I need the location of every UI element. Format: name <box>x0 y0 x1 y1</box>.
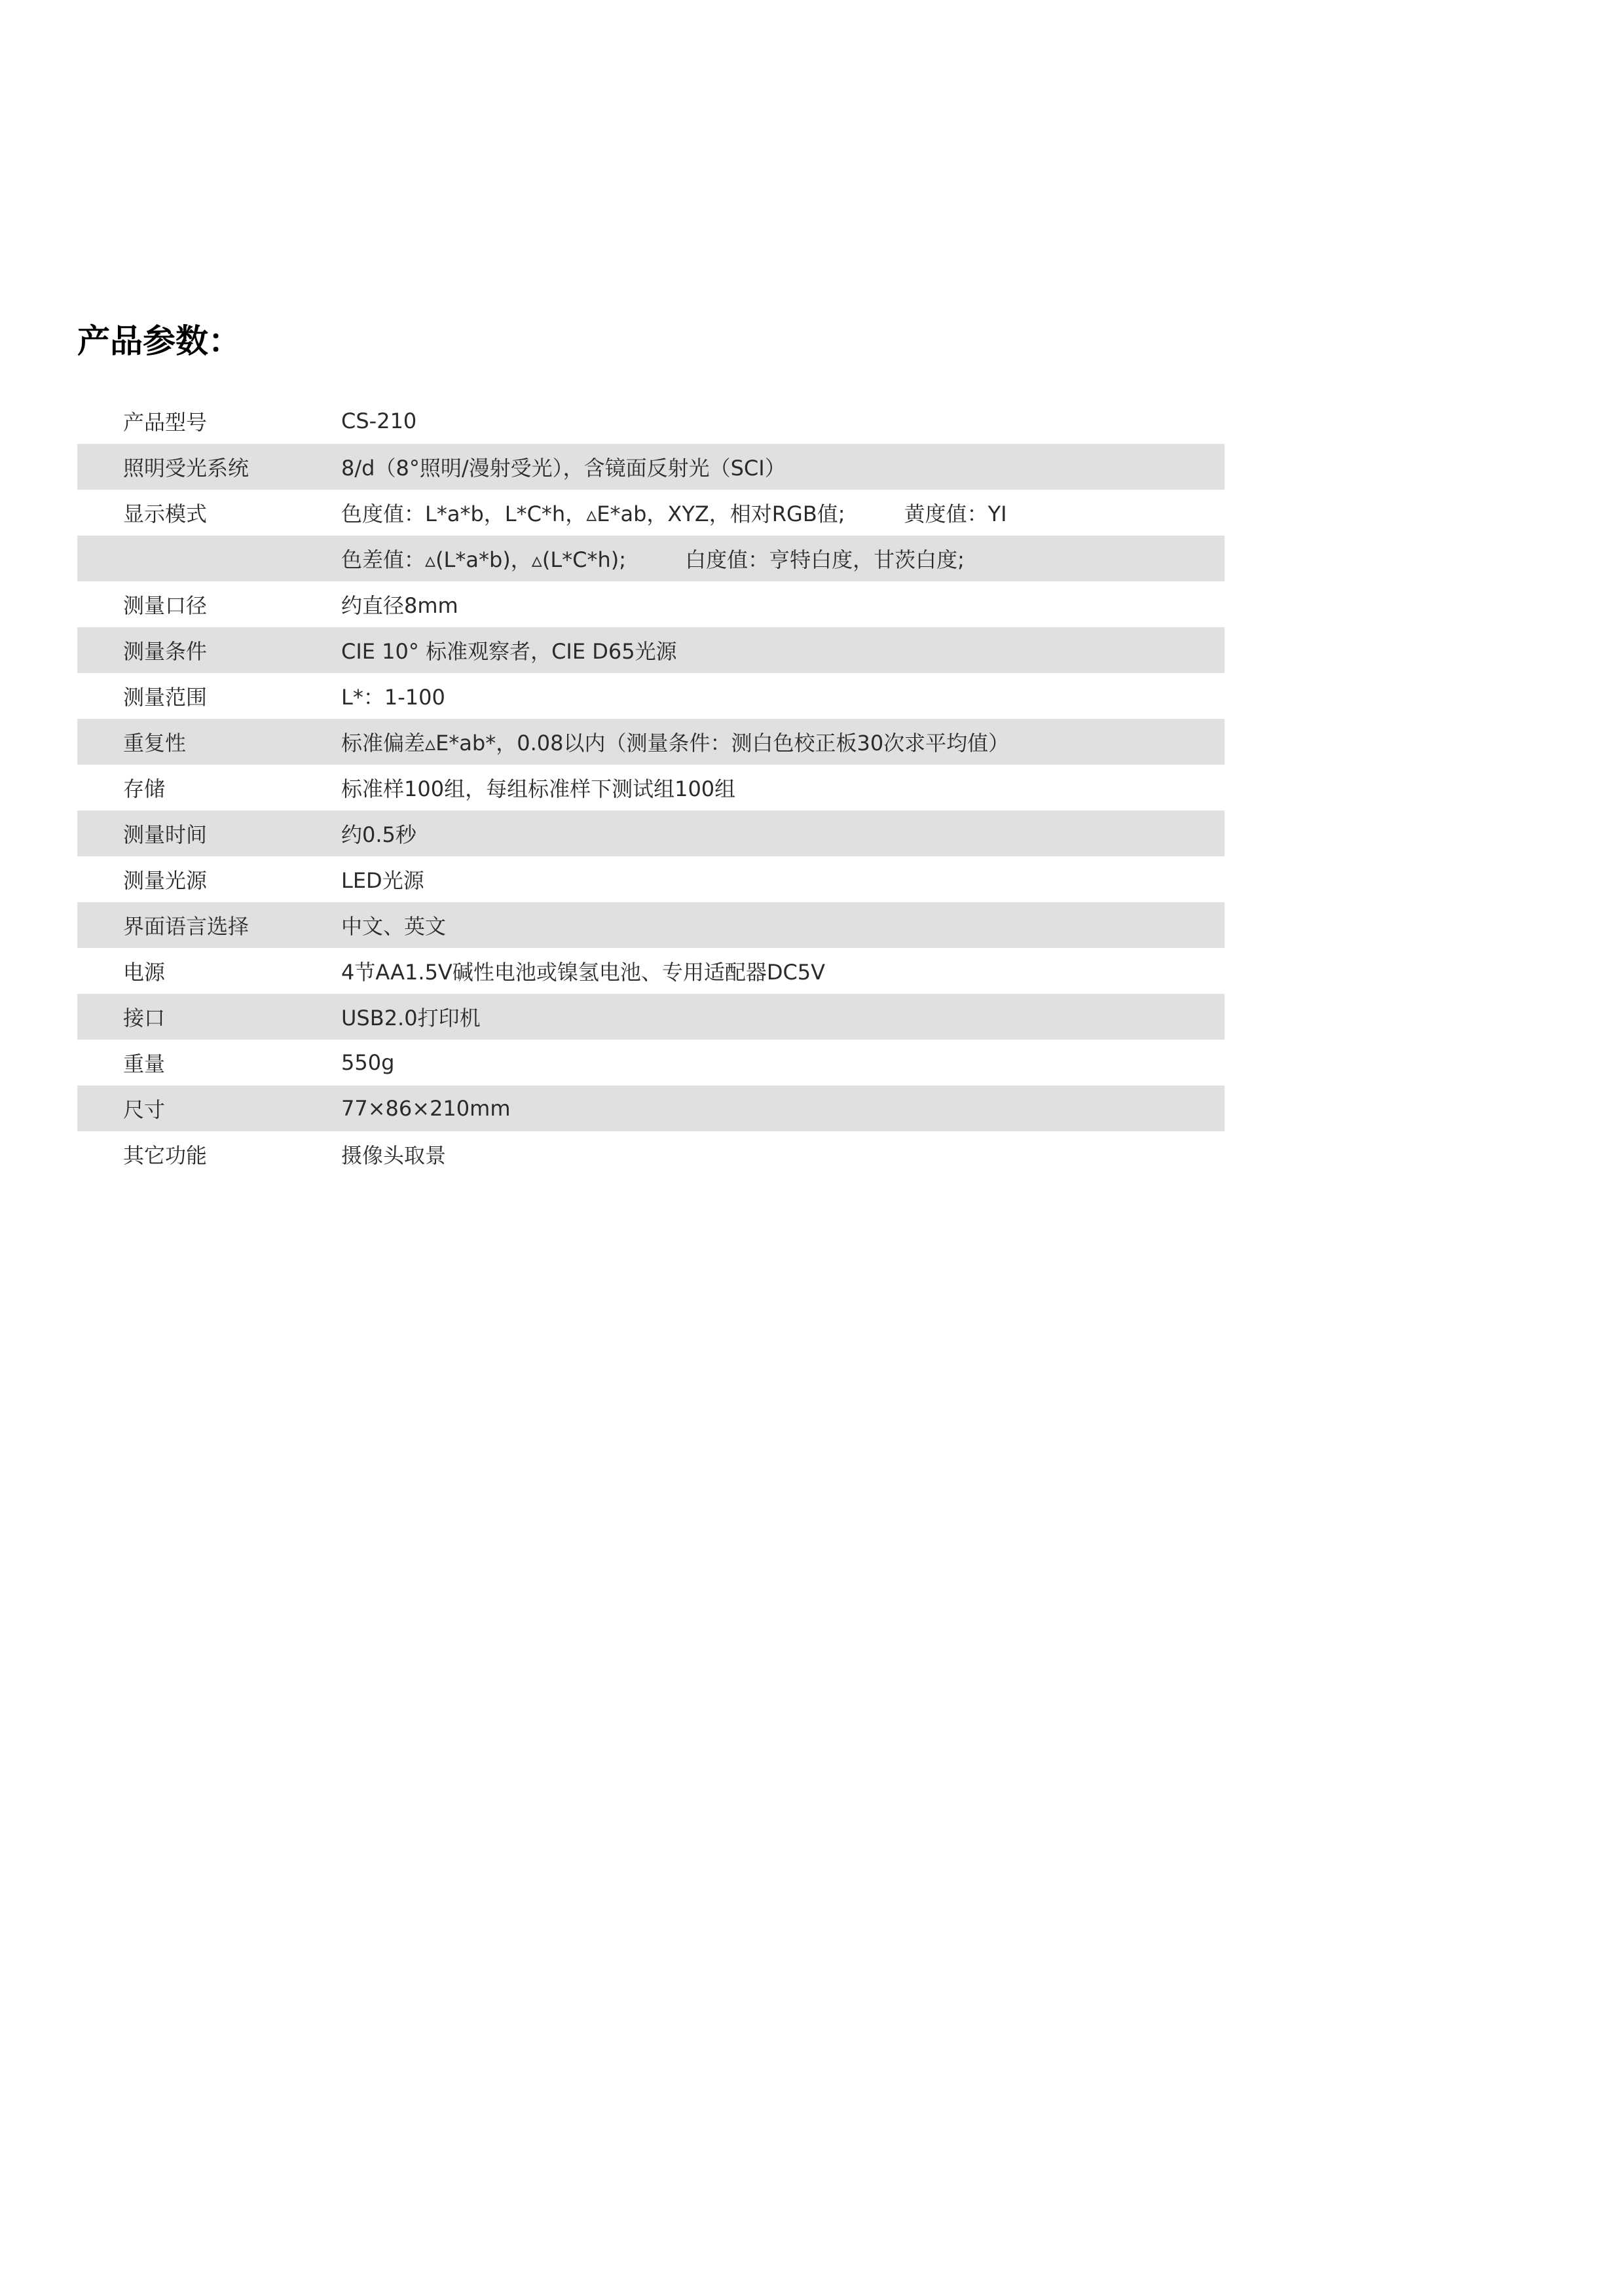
spec-label: 测量口径 <box>123 593 208 618</box>
spec-value <box>341 773 1225 803</box>
spec-row-repeatability <box>77 719 1225 765</box>
spec-row-size <box>77 1085 1225 1131</box>
spec-row-storage <box>77 765 1225 811</box>
spec-row-model <box>77 398 1225 444</box>
spec-value-text: 中文、英文 <box>341 914 447 939</box>
spec-value-text: 约0.5秒 <box>341 822 416 847</box>
spec-value <box>341 1050 1225 1075</box>
spec-row-display-mode-cont <box>77 536 1225 581</box>
spec-label: 测量范围 <box>123 685 208 710</box>
spec-value <box>341 1096 1225 1121</box>
spec-value-text: CS-210 <box>341 409 417 433</box>
spec-value <box>341 864 1225 894</box>
spec-row-power <box>77 948 1225 994</box>
spec-table <box>77 398 1225 1177</box>
spec-row-interface <box>77 994 1225 1040</box>
spec-value <box>341 589 1225 619</box>
spec-value <box>341 635 1225 665</box>
spec-label: 显示模式 <box>123 501 208 526</box>
spec-value-text: 8/d（8°照明/漫射受光），含镜面反射光（SCI） <box>341 456 786 481</box>
spec-value <box>341 452 1225 482</box>
spec-value <box>341 1002 1225 1032</box>
spec-value <box>341 818 1225 848</box>
spec-row-weight <box>77 1040 1225 1085</box>
spec-value <box>341 498 1225 528</box>
spec-value-extra: 白度值：亨特白度，甘茨白度; <box>685 547 965 572</box>
spec-row-other <box>77 1131 1225 1177</box>
spec-value-text: 约直径8mm <box>341 593 458 618</box>
spec-value-text: USB2.0打印机 <box>341 1006 481 1030</box>
spec-row-range <box>77 673 1225 719</box>
spec-value <box>341 409 1225 433</box>
spec-value-text: 摄像头取景 <box>341 1143 447 1168</box>
spec-value-text: 标准偏差▵E*ab*，0.08以内（测量条件：测白色校正板30次求平均值） <box>341 731 1010 756</box>
spec-label: 测量时间 <box>123 822 208 847</box>
spec-value-text: L*：1-100 <box>341 685 445 710</box>
spec-row-language <box>77 902 1225 948</box>
spec-row-illumination <box>77 444 1225 490</box>
spec-value-text: 标准样100组，每组标准样下测试组100组 <box>341 776 736 801</box>
spec-value <box>341 910 1225 940</box>
spec-value-text: 色差值：▵(L*a*b)，▵(L*C*h); <box>341 547 627 572</box>
spec-label: 电源 <box>123 960 166 985</box>
spec-label: 接口 <box>123 1006 166 1030</box>
spec-label: 重复性 <box>123 731 187 756</box>
spec-value-text: 77×86×210mm <box>341 1096 511 1121</box>
spec-label: 重量 <box>123 1051 166 1076</box>
spec-row-display-mode <box>77 490 1225 536</box>
spec-label: 测量条件 <box>123 639 208 664</box>
spec-label: 其它功能 <box>123 1143 208 1168</box>
spec-value-text: 550g <box>341 1050 395 1075</box>
spec-value-text: 色度值：L*a*b，L*C*h，▵E*ab，XYZ，相对RGB值; <box>341 501 845 526</box>
spec-label: 存储 <box>123 776 166 801</box>
spec-row-light-source <box>77 856 1225 902</box>
spec-value <box>341 956 1225 986</box>
spec-value <box>341 727 1225 757</box>
spec-value-text: LED光源 <box>341 868 424 893</box>
spec-value <box>341 681 1225 711</box>
spec-label: 尺寸 <box>123 1097 166 1122</box>
spec-value-extra: 黄度值：YI <box>904 501 1007 526</box>
page-title: 产品参数： <box>77 322 241 360</box>
spec-value <box>341 1139 1225 1169</box>
spec-label: 测量光源 <box>123 868 208 893</box>
spec-label: 照明受光系统 <box>123 456 249 481</box>
spec-value-text: CIE 10° 标准观察者，CIE D65光源 <box>341 639 677 664</box>
spec-row-time <box>77 811 1225 856</box>
spec-value-text: 4节AA1.5V碱性电池或镍氢电池、专用适配器DC5V <box>341 960 826 985</box>
spec-label: 界面语言选择 <box>123 914 249 939</box>
spec-row-aperture <box>77 581 1225 627</box>
spec-row-conditions <box>77 627 1225 673</box>
spec-value <box>341 543 1225 574</box>
spec-label: 产品型号 <box>123 410 208 435</box>
